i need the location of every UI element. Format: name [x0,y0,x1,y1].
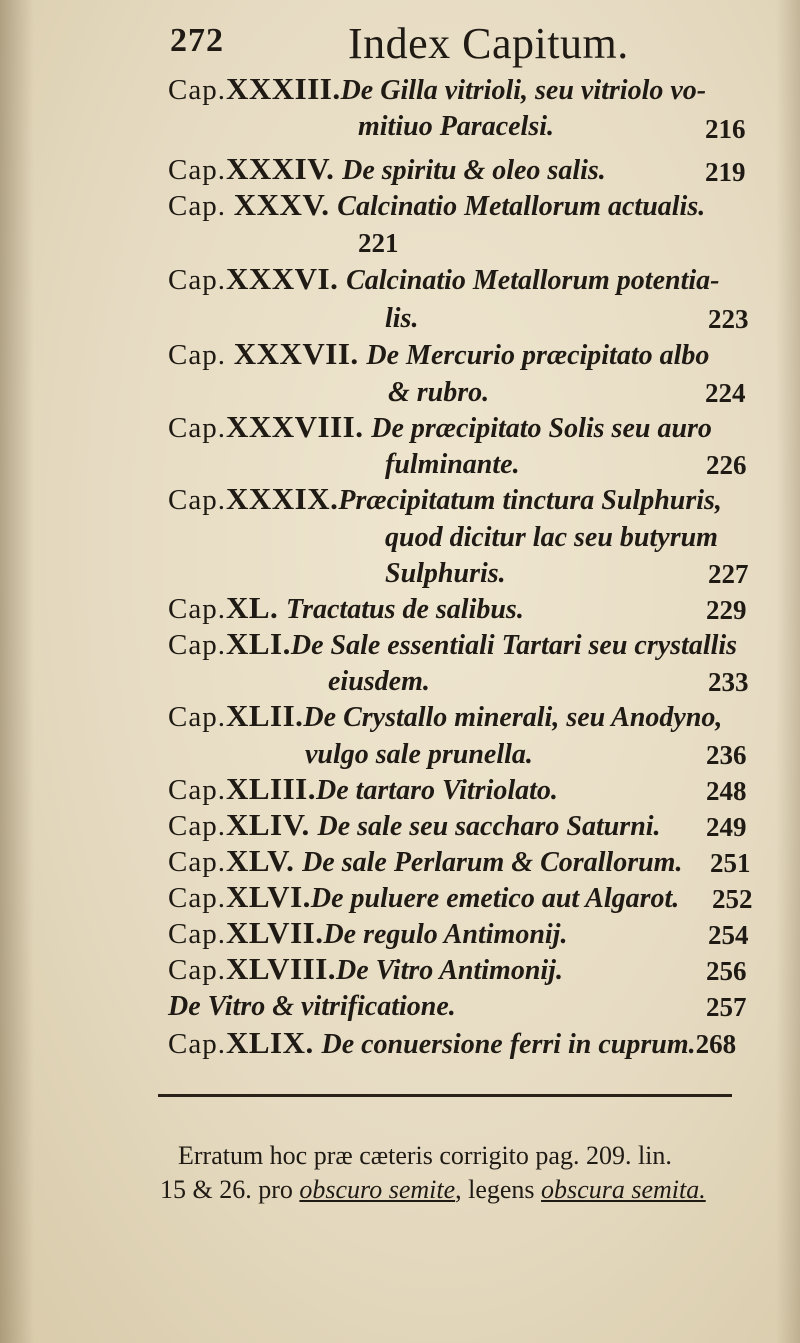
chapter-numeral: XXXVI. [225,261,339,296]
page-header [170,18,730,68]
erratum-text: Erratum hoc præ cæteris corrigito pag. 209. lin. [178,1141,672,1170]
cap-label: Cap. [168,593,226,625]
chapter-title: De Vitro Antimonij. [336,955,563,986]
cap-label: Cap. [168,264,226,296]
gutter-shadow [0,0,34,1343]
cap-label: Cap. [168,918,226,950]
erratum-line-1 [178,1138,672,1174]
entry-continuation [305,734,533,774]
chapter-title: De Gilla vitrioli, seu vitriolo vo- [340,75,707,106]
page-reference: 254 [708,920,749,950]
chapter-title: lis. [385,303,419,334]
cap-label: Cap. [168,629,226,661]
page-reference: 216 [705,114,746,144]
chapter-numeral: XLV. [225,843,295,878]
chapter-title: vulgo sale prunella. [305,739,533,770]
cap-label: Cap. [168,1028,226,1060]
erratum-prefix: 15 & 26. pro [160,1175,293,1204]
entry-continuation [358,106,554,146]
page-reference: 223 [708,304,749,334]
index-entry [168,914,567,954]
page-reference: 219 [705,157,746,187]
page-reference: 257 [706,992,747,1022]
index-entry [168,589,524,629]
page-reference: 251 [710,848,751,878]
chapter-title: De Sale essentiali Tartari seu crystallis [290,630,738,661]
chapter-title: De tartaro Vitriolato. [315,775,558,806]
chapter-title: & rubro. [388,377,490,408]
entry-continuation [328,661,430,701]
entry-continuation [385,444,520,484]
cap-label: Cap. [168,810,226,842]
page-reference: 229 [706,595,747,625]
chapter-title: De sale Perlarum & Corallorum. [302,847,683,878]
erratum-line-2 [160,1172,706,1208]
entry-continuation [385,517,718,557]
cap-label: Cap. [168,954,226,986]
page-reference: 236 [706,740,747,770]
index-entry [168,150,606,190]
chapter-numeral: XXXIV. [225,151,335,186]
chapter-title: De Crystallo minerali, seu Anodyno, [303,702,723,733]
chapter-title: De puluere emetico aut Algarot. [310,883,680,914]
chapter-title: quod dicitur lac seu butyrum [385,522,718,553]
index-entry [168,70,706,110]
index-entry [168,842,682,882]
chapter-title: Calcinatio Metallorum actualis. [337,191,706,222]
index-entry [168,186,705,226]
index-entry [168,625,737,665]
chapter-title: De sale seu saccharo Saturni. [317,811,661,842]
cap-label: Cap. [168,701,226,733]
running-title: Index Capitum. [348,19,629,68]
page-reference: 221 [358,228,399,258]
chapter-numeral: XLVII. [225,915,324,950]
page-reference: 224 [705,378,746,408]
chapter-title: fulminante. [385,449,520,480]
chapter-title: De conuersione ferri in cuprum. [321,1029,696,1060]
chapter-title: Præcipitatum tinctura Sulphuris, [338,485,722,516]
chapter-numeral: XLVI. [225,879,311,914]
cap-label: Cap. [168,882,226,914]
index-entry [168,335,709,375]
chapter-numeral: XL. [225,590,279,625]
index-entry [168,260,719,300]
chapter-numeral: XXXV. [233,187,330,222]
chapter-numeral: XLIII. [225,771,316,806]
page-reference: 249 [706,812,747,842]
chapter-title: De Mercurio præcipitato albo [366,340,710,371]
chapter-numeral: XXXVII. [233,336,359,371]
page-reference: 233 [708,667,749,697]
chapter-title: mitiuo Paracelsi. [358,111,554,142]
entry-continuation [385,553,506,593]
horizontal-rule [158,1094,732,1097]
chapter-title: eiusdem. [328,666,430,697]
erratum-middle: , legens [455,1175,535,1204]
page-reference: 248 [706,776,747,806]
page-reference: 268 [695,1029,737,1059]
chapter-title: De præcipitato Solis seu auro [371,413,712,444]
chapter-numeral: XLVIII. [225,951,337,986]
index-entry [168,408,712,448]
entry-continuation [388,372,489,412]
cap-label: Cap. [168,339,226,371]
index-entry [168,950,563,990]
index-entry [168,1024,736,1064]
chapter-numeral: XXXIX. [225,481,339,516]
index-entry [168,986,456,1026]
page-reference: 227 [708,559,749,589]
chapter-numeral: XXXIII. [225,71,341,106]
chapter-title: Calcinatio Metallorum potentia- [346,265,720,296]
cap-label: Cap. [168,154,226,186]
index-entry [168,770,558,810]
index-entry [168,878,679,918]
page-reference: 256 [706,956,747,986]
chapter-title: Tractatus de salibus. [286,594,524,625]
chapter-title: Sulphuris. [385,558,506,589]
page-reference: 226 [706,450,747,480]
chapter-numeral: XLII. [225,698,304,733]
chapter-numeral: XXXVIII. [225,409,364,444]
correct-reading: obscura semita. [541,1175,706,1204]
index-entry [168,806,661,846]
page-number: 272 [170,22,224,59]
index-entry [168,697,722,737]
chapter-numeral: XLIV. [225,807,310,842]
cap-label: Cap. [168,412,226,444]
chapter-title: De Vitro & vitrificatione. [168,991,456,1022]
chapter-numeral: XLI. [225,626,291,661]
entry-continuation [385,298,418,338]
chapter-numeral: XLIX. [225,1025,314,1060]
wrong-reading: obscuro semite [299,1175,456,1204]
cap-label: Cap. [168,846,226,878]
edge-shadow [776,0,800,1343]
chapter-title: De regulo Antimonij. [323,919,568,950]
page-reference: 252 [712,884,753,914]
cap-label: Cap. [168,484,226,516]
cap-label: Cap. [168,74,226,106]
cap-label: Cap. [168,190,226,222]
cap-label: Cap. [168,774,226,806]
chapter-title: De spiritu & oleo salis. [342,155,606,186]
index-entry [168,480,722,520]
